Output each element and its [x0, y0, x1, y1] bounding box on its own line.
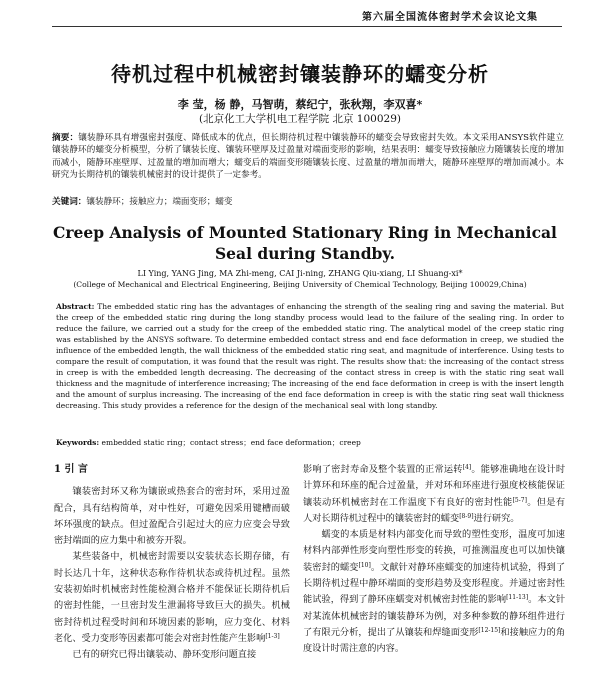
paragraph-text: 。本文针对某流体机械密封的镶装静环为例，对多种参数的静环组件进行了有限元分析，提出了从镶装和焊缝面变形	[303, 594, 566, 638]
citation: [10]	[358, 561, 371, 569]
citation: [5-7]	[512, 496, 527, 504]
authors-cn: 李 莹，杨 静，马智萌，蔡纪宁，张秋翔，李双喜*	[177, 98, 423, 111]
paragraph-text: 已有的研究已得出镶装动、静环变形问题直接	[72, 649, 257, 661]
abstract-cn	[52, 132, 564, 182]
paragraph	[303, 527, 565, 657]
header-rule	[52, 26, 562, 27]
running-header: 第六届全国流体密封学术会议论文集	[362, 12, 538, 23]
keywords-cn-text: 镶装静环；接触应力；端面变形；蠕变	[86, 197, 233, 207]
paragraph-text: 和接触应力的角度设计时需注意的内容。	[303, 626, 566, 655]
abstract-cn-text: 镶装静环具有增强密封强度、降低成本的优点，但长期待机过程中镶装静环的蠕变会导致密封失效。本文采用ANSYS软件建立镶装静环的蠕变分析模型，分析了镶装长度、镶装环壁厚及过盈量对端面变形的影响，结果表明：蠕变导致接触应力随镶装长度的增加而减小，随静环座壁厚、过盈量的增加而增大；蠕变后的端面变形随镶装长度、过盈量的增加而增大，随静环座壁厚的增加而减小。本研究为长期待机的镶装机械密封的设计提供了一定参考。	[52, 133, 564, 181]
paragraph	[54, 647, 290, 663]
citation: [12-15]	[478, 626, 501, 634]
paragraph-text: 。但是有人对长期待机过程中的镶装密封的蠕变	[303, 496, 566, 524]
paragraph	[54, 549, 290, 647]
affiliation-cn: (北京化工大学机电工程学院 北京 100029)	[199, 113, 401, 125]
title-cn: 待机过程中机械密封镶装静环的蠕变分析	[111, 62, 489, 86]
keywords-en-text: embedded static ring；contact stress；end face deformation；creep	[101, 438, 361, 447]
citation: [8-9]	[459, 512, 474, 520]
abstract-en-label: Abstract:	[56, 302, 95, 311]
section-heading: 1 引 言	[54, 464, 88, 475]
paragraph-text: 蠕变的本质是材料内部变化而导致的塑性变形，温度可加速材料内部弹性形变向塑性形变的转换，可推测温度也可以加快镶装密封的蠕变	[303, 529, 565, 573]
keywords-cn	[52, 195, 564, 207]
keywords-cn-label: 关键词：	[52, 197, 87, 207]
keywords-en-label: Keywords:	[56, 438, 100, 447]
abstract-en-text: The embedded static ring has the advantages of enhancing the strength of the sealing ring and saving the material. But the creep of the embedded static ring during the long standby process would lead to the failure of the sealing ring. In order to reduce the failure, we carried out a study for the creep of the embedded static ring. The analytical model of the creep static ring was established by the ANSYS software. To determine embedded contact stress and end face deformation in creep, we studied the influence of the embedded length, the wall thickness of the embedded static ring seat, and magnitude of interference. Using tests to compare the result of computation, it was found that the result was right. The results show that: the increasing of the contact stress in creep is with the embedded length decreasing. The decreasing of the contact stress in creep is with the static ring seat wall thickness and the magnitude of interference increasing; The increasing of the end face deformation in creep is with the insert length and the amount of surplus increasing. The increasing of the end face deformation in creep is with the static ring seat wall thickness decreasing. This study provides a reference for the design of the mechanical seal with long standby.	[56, 302, 564, 410]
body-column-right	[303, 462, 565, 658]
citation: [4]	[462, 464, 472, 471]
paragraph-text: 影响了密封寿命及整个装置的正常运转	[303, 464, 463, 475]
affiliation-en: (College of Mechanical and Electrical Engineering, Beijing University of Chemical Technology, Beijing 100029,China)	[73, 280, 527, 289]
paragraph	[303, 462, 565, 527]
authors-en: LI Ying, YANG Jing, MA Zhi-meng, CAI Ji-ning, ZHANG Qiu-xiang, LI Shuang-xi*	[137, 269, 463, 278]
paragraph-text: 进行研究。	[473, 512, 520, 524]
body-column-left	[54, 462, 290, 664]
keywords-en	[56, 437, 564, 448]
paragraph-text: 镶装密封环又称为镶嵌或热套合的密封环，采用过盈配合，具有结构简单，对中性好，可避免因采用键槽而破坏环强度的缺点。但过盈配合引起过大的应力应变会导致密封端面的应力集中和被夯开裂。	[54, 486, 290, 547]
citation: [11-13]	[506, 594, 529, 602]
paragraph	[54, 484, 290, 549]
paragraph-text: 。文献针对静环座蠕变的加速待机试验，得到了长期待机过程中静环端面的变形趋势及变形程度。并通过密封性能试验，得到了静环座蠕变对机械密封性能的影响	[303, 561, 566, 606]
title-en: Creep Analysis of Mounted Stationary Ring in Mechanical Seal during Standby.	[53, 223, 557, 263]
paragraph-text: 。能够准确地在设计时计算环和环座的配合过盈量，并对环和环座进行强度校核能保证镶装动环机械密封在工作温度下有良好的密封性能	[303, 464, 566, 508]
abstract-en	[56, 301, 564, 411]
paragraph-text: 某些装备中，机械密封需要以安装状态长期存储，有时长达几十年，这种状态称作待机状态或待机过程。虽然安装初始时机械密封性能检测合格并不能保证长期待机后的密封性能，一旦密封发生泄漏将导致巨大的损失。机械密封待机过程受时间和环境因素的影响，应力变化、材料老化、受力变形等因素都可能会对密封性能产生影响	[54, 551, 290, 644]
abstract-cn-label: 摘要：	[52, 133, 79, 143]
citation: [1-3]	[265, 632, 280, 640]
